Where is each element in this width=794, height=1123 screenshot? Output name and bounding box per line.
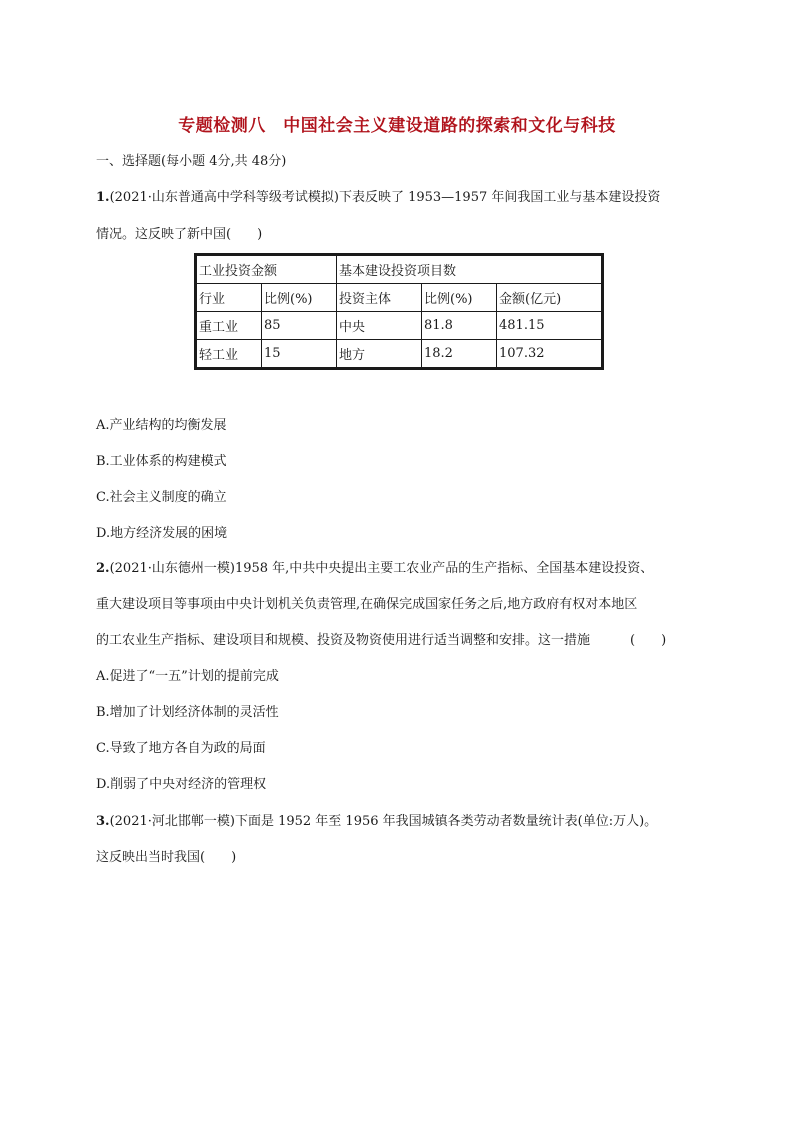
question-1-option-a: A.产业结构的均衡发展	[96, 418, 227, 433]
table-column-header: 行业	[196, 284, 262, 312]
question-3-number: 3.	[96, 814, 110, 829]
table-column-header: 金额(亿元)	[497, 284, 603, 312]
table-column-header: 比例(%)	[262, 284, 337, 312]
table-cell: 15	[262, 340, 337, 369]
table-column-row	[196, 284, 603, 312]
table-cell: 中央	[337, 312, 422, 340]
question-1-number: 1.	[96, 190, 110, 205]
question-2-number: 2.	[96, 561, 110, 576]
table-header-cell: 基本建设投资项目数	[337, 255, 603, 284]
question-3-stem-2: 这反映出当时我国( )	[96, 850, 237, 865]
table-cell: 107.32	[497, 340, 603, 369]
table-row	[196, 312, 603, 340]
question-1-stem-1: (2021·山东普通高中学科等级考试模拟)下表反映了 1953—1957 年间我国工业与基本建设投资	[109, 190, 661, 205]
table-cell: 18.2	[422, 340, 497, 369]
table-cell: 地方	[337, 340, 422, 369]
table-header-cell: 工业投资金额	[196, 255, 337, 284]
question-2-option-c: C.导致了地方各自为政的局面	[96, 741, 266, 756]
question-2-stem-1: (2021·山东德州一模)1958 年,中共中央提出主要工农业产品的生产指标、全国基本建设投资、	[109, 561, 654, 576]
question-1-option-d: D.地方经济发展的困境	[96, 526, 228, 541]
question-2-option-b: B.增加了计划经济体制的灵活性	[96, 705, 279, 720]
investment-table	[194, 253, 604, 370]
table-cell: 轻工业	[196, 340, 262, 369]
table-column-header: 投资主体	[337, 284, 422, 312]
table-cell: 481.15	[497, 312, 603, 340]
section-heading: 一、选择题(每小题 4分,共 48分)	[96, 154, 287, 169]
question-2-option-a: A.促进了“一五”计划的提前完成	[96, 669, 279, 684]
page-title: 专题检测八 中国社会主义建设道路的探索和文化与科技	[178, 116, 616, 136]
question-3-line-1	[96, 813, 657, 831]
question-1-option-b: B.工业体系的构建模式	[96, 454, 227, 469]
question-2-stem-2: 重大建设项目等事项由中央计划机关负责管理,在确保完成国家任务之后,地方政府有权对本地区	[96, 597, 638, 612]
question-2-line-1	[96, 560, 653, 578]
table-cell: 81.8	[422, 312, 497, 340]
question-1-option-c: C.社会主义制度的确立	[96, 490, 227, 505]
question-3-stem-1: (2021·河北邯郸一模)下面是 1952 年至 1956 年我国城镇各类劳动者数量统计表(单位:万人)。	[109, 814, 658, 829]
table-cell: 85	[262, 312, 337, 340]
question-1-stem-2: 情况。这反映了新中国( )	[96, 227, 263, 242]
question-1-line-1	[96, 189, 660, 207]
question-2-option-d: D.削弱了中央对经济的管理权	[96, 777, 267, 792]
question-2-line-3	[96, 632, 666, 650]
question-2-stem-3: 的工农业生产指标、建设项目和规模、投资及物资使用进行适当调整和安排。这一措施	[96, 633, 591, 648]
table-cell: 重工业	[196, 312, 262, 340]
table-header-row	[196, 255, 603, 284]
question-2-answer-paren: ( )	[630, 633, 667, 648]
table-row	[196, 340, 603, 369]
table-column-header: 比例(%)	[422, 284, 497, 312]
